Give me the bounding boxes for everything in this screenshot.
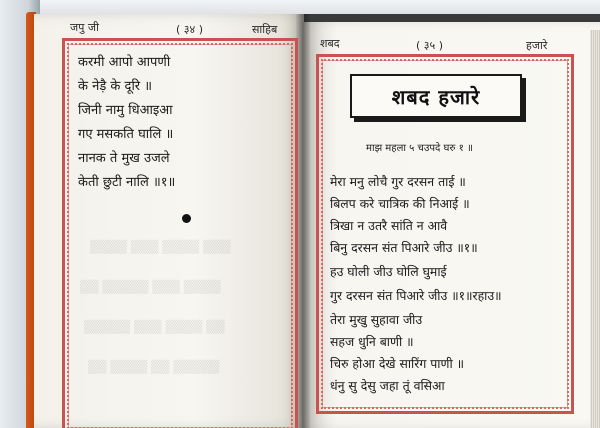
right-verse-line: बिलप करे चात्रिक की निआई ॥ (330, 196, 470, 211)
show-through-text: ▒▒ ▒▒▒▒ ▒▒▒ ▒▒▒▒▒ (84, 320, 225, 334)
right-verse-line: हउ घोली जीउ घोलि घुमाई (330, 264, 447, 279)
left-verse-line: केती छुटी नालि ॥१॥ (78, 175, 176, 190)
left-running-title-right: साहिब (252, 23, 278, 36)
show-through-text: ▒▒▒▒▒ ▒▒ ▒▒▒▒ ▒▒ (88, 360, 220, 374)
right-verse-line: त्रिखा न उतरै सांति न आवै (330, 218, 448, 233)
background-surface (0, 0, 600, 14)
show-through-text: ▒▒▒▒ ▒▒▒ ▒▒▒▒▒ ▒▒ (80, 280, 221, 294)
right-verse-line: तेरा मुखु सुहावा जीउ (330, 312, 423, 327)
right-verse-line: गुर दरसन संत पिआरे जीउ ॥१॥रहाउ॥ (330, 288, 502, 303)
section-dot (182, 214, 191, 223)
book-gutter (296, 14, 310, 428)
left-verse-line: करमी आपो आपणी (78, 55, 171, 70)
section-subtitle: माझ महला ५ चउपदे घरु १ ॥ (366, 143, 473, 154)
right-page-number: ( ३५ ) (416, 39, 444, 52)
right-verse-line: धंनु सु देसु जहा तूं वसिआ (330, 378, 445, 393)
left-page-border (62, 38, 298, 428)
left-verse-line: के नेड़ै के दूरि ॥ (78, 79, 153, 94)
section-title: शबद हजारे (350, 74, 522, 118)
left-page-number: ( ३४ ) (176, 23, 204, 36)
right-running-title: शबद (320, 37, 340, 50)
left-verse-line: नानक ते मुख उजले (78, 151, 170, 166)
right-running-title-right: हजारे (526, 39, 548, 52)
left-verse-line: जिनी नामु धिआइआ (78, 103, 173, 118)
right-verse-line: सहज धुनि बाणी ॥ (330, 334, 414, 349)
page-stack (590, 30, 600, 428)
left-running-title: जपु जी (70, 21, 99, 34)
right-verse-line: चिरु होआ देखे सारिंग पाणी ॥ (330, 356, 465, 371)
left-verse-line: गए मसकति घालि ॥ (78, 127, 174, 142)
show-through-text: ▒▒▒ ▒▒▒▒ ▒▒▒ ▒▒▒▒ (90, 240, 231, 254)
right-verse-line: मेरा मनु लोचै गुर दरसन ताई ॥ (330, 174, 466, 189)
right-verse-line: बिनु दरसन संत पिआरे जीउ ॥१॥ (330, 240, 478, 255)
